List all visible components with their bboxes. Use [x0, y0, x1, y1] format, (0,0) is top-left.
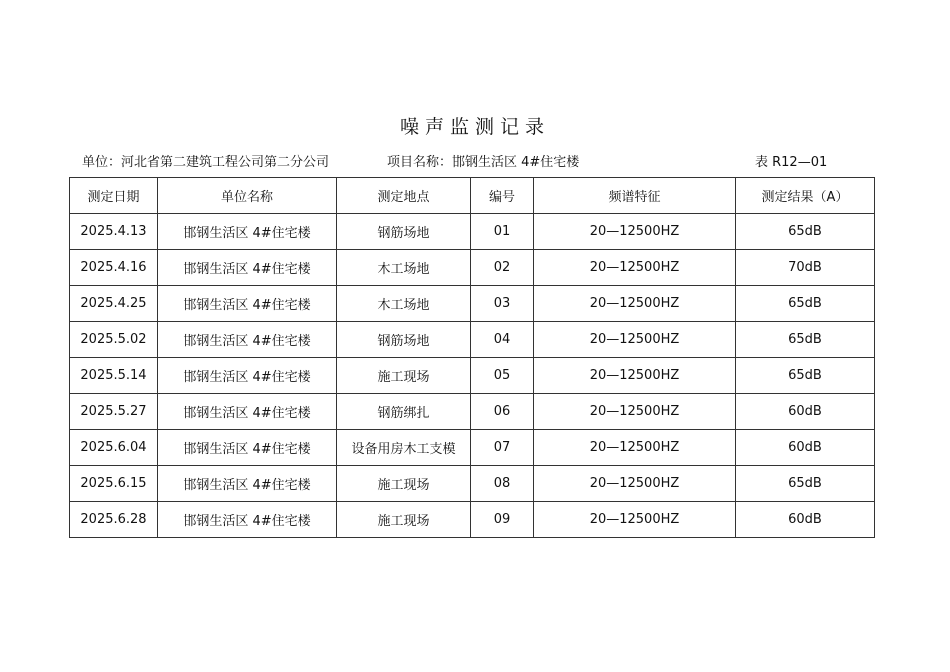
cell-unit-name: 邯钢生活区 4#住宅楼 [158, 214, 337, 250]
table-row [70, 394, 875, 430]
cell-date: 2025.6.15 [70, 466, 158, 502]
cell-spectrum: 20—12500HZ [534, 286, 736, 322]
form-number-label: 表 R12—01 [755, 155, 828, 170]
cell-date: 2025.5.14 [70, 358, 158, 394]
cell-spectrum: 20—12500HZ [534, 430, 736, 466]
cell-date: 2025.6.04 [70, 430, 158, 466]
cell-number: 09 [471, 502, 534, 538]
cell-spectrum: 20—12500HZ [534, 214, 736, 250]
cell-number: 01 [471, 214, 534, 250]
cell-spectrum: 20—12500HZ [534, 322, 736, 358]
header-spectrum: 频谱特征 [534, 178, 736, 214]
cell-result: 65dB [736, 358, 875, 394]
unit-label: 单位：河北省第二建筑工程公司第二分公司 [82, 155, 330, 170]
cell-result: 70dB [736, 250, 875, 286]
cell-location: 木工场地 [337, 250, 471, 286]
cell-unit-name: 邯钢生活区 4#住宅楼 [158, 286, 337, 322]
cell-unit-name: 邯钢生活区 4#住宅楼 [158, 250, 337, 286]
cell-number: 08 [471, 466, 534, 502]
cell-result: 65dB [736, 466, 875, 502]
cell-unit-name: 邯钢生活区 4#住宅楼 [158, 430, 337, 466]
cell-date: 2025.4.13 [70, 214, 158, 250]
table-row [70, 430, 875, 466]
cell-date: 2025.4.25 [70, 286, 158, 322]
header-unit-name: 单位名称 [158, 178, 337, 214]
cell-unit-name: 邯钢生活区 4#住宅楼 [158, 466, 337, 502]
cell-location: 钢筋场地 [337, 322, 471, 358]
table-row [70, 322, 875, 358]
table-row [70, 466, 875, 502]
cell-spectrum: 20—12500HZ [534, 502, 736, 538]
header-number: 编号 [471, 178, 534, 214]
cell-unit-name: 邯钢生活区 4#住宅楼 [158, 322, 337, 358]
cell-location: 钢筋绑扎 [337, 394, 471, 430]
cell-result: 60dB [736, 502, 875, 538]
cell-date: 2025.5.27 [70, 394, 158, 430]
table-row [70, 286, 875, 322]
cell-number: 02 [471, 250, 534, 286]
cell-date: 2025.4.16 [70, 250, 158, 286]
cell-result: 65dB [736, 214, 875, 250]
cell-spectrum: 20—12500HZ [534, 394, 736, 430]
cell-location: 设备用房木工支模 [337, 430, 471, 466]
project-name-label: 项目名称：邯钢生活区 4#住宅楼 [387, 155, 580, 170]
cell-result: 65dB [736, 286, 875, 322]
cell-spectrum: 20—12500HZ [534, 358, 736, 394]
cell-number: 04 [471, 322, 534, 358]
header-location: 测定地点 [337, 178, 471, 214]
table-row [70, 502, 875, 538]
cell-result: 60dB [736, 430, 875, 466]
table-row [70, 358, 875, 394]
document-title: 噪声监测记录 [399, 116, 550, 138]
cell-result: 65dB [736, 322, 875, 358]
cell-number: 06 [471, 394, 534, 430]
cell-date: 2025.6.28 [70, 502, 158, 538]
cell-location: 施工现场 [337, 466, 471, 502]
cell-spectrum: 20—12500HZ [534, 466, 736, 502]
table-row [70, 214, 875, 250]
cell-unit-name: 邯钢生活区 4#住宅楼 [158, 358, 337, 394]
table-header-row [70, 178, 875, 214]
noise-record-table [69, 177, 875, 538]
cell-location: 施工现场 [337, 502, 471, 538]
header-result: 测定结果（A） [736, 178, 875, 214]
cell-spectrum: 20—12500HZ [534, 250, 736, 286]
cell-unit-name: 邯钢生活区 4#住宅楼 [158, 502, 337, 538]
cell-number: 03 [471, 286, 534, 322]
cell-location: 木工场地 [337, 286, 471, 322]
cell-location: 钢筋场地 [337, 214, 471, 250]
table-row [70, 250, 875, 286]
cell-result: 60dB [736, 394, 875, 430]
header-date: 测定日期 [70, 178, 158, 214]
cell-location: 施工现场 [337, 358, 471, 394]
cell-unit-name: 邯钢生活区 4#住宅楼 [158, 394, 337, 430]
cell-number: 07 [471, 430, 534, 466]
cell-date: 2025.5.02 [70, 322, 158, 358]
cell-number: 05 [471, 358, 534, 394]
